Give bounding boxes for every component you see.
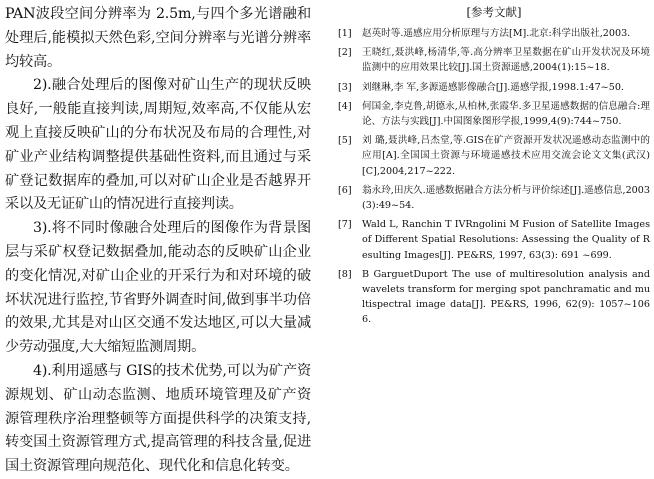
reference-text: 赵英时等.遥感应用分析原理与方法[M].北京:科学出版社,2003. xyxy=(362,28,631,39)
reference-number: [8] xyxy=(338,268,352,280)
reference-number: [3] xyxy=(338,81,352,93)
reference-item xyxy=(338,45,650,75)
reference-number: [5] xyxy=(338,135,352,147)
paragraph-2: 2).融合处理后的图像对矿山生产的现状反映良好,一般能直接判读,周期短,效率高,不仅能从宏观上直接反映矿山的分布状况及布局的合理性,对矿业产业结构调整提供基础性资料,而且通过与采矿登记数据库的叠加,可以对矿山企业是否越界开采以及无证矿山的情况进行直接判读。 xyxy=(5,77,311,213)
reference-item xyxy=(338,133,650,179)
reference-item xyxy=(338,99,650,129)
reference-text: B GarguetDuport The use of multiresolution analysis and wavelets transform for merging spot panchramatic and multispectral image data[J]. PE&RS, 1996, 62(9): 1057~1066. xyxy=(362,268,650,326)
references-column xyxy=(338,4,650,332)
paragraph-1: PAN波段空间分辨率为 2.5m,与四个多光谱融和处理后,能模拟天然色彩,空间分辨率与光谱分辨率均较高。 xyxy=(5,6,311,70)
reference-text: Wald L, Ranchin T IVRngolini M Fusion of Satellite Images of Different Spatial Resolutions: Assessing the Quality of Resulting Images[J]. PE&RS, 1997, 63(3): 691 ~699. xyxy=(362,219,650,261)
reference-number: [2] xyxy=(338,47,352,59)
reference-text: 刘 璐,聂洪峰,吕杰堂,等.GIS在矿产资源开发状况遥感动态监测中的应用[A].全国国土资源与环境遥感技术应用交流会论文文集(武汉)[C],2004,217~222. xyxy=(362,135,650,177)
body-text-column xyxy=(5,3,311,479)
reference-item xyxy=(338,267,650,328)
reference-number: [7] xyxy=(338,219,352,231)
references-heading: [参考文献] xyxy=(466,5,522,19)
reference-item xyxy=(338,80,650,95)
paragraph-4: 4).利用遥感与 GIS的技术优势,可以为矿产资源规划、矿山动态监测、地质环境管理及矿产资源管理秩序治理整顿等方面提供科学的决策支持,转变国土资源管理方式,提高管理的科技含量,促进国土资源管理向规范化、现代化和信息化转变。 xyxy=(5,362,311,475)
reference-number: [6] xyxy=(338,184,352,196)
reference-number: [1] xyxy=(338,28,352,39)
reference-text: 翁永玲,田庆久.遥感数据融合方法分析与评价综述[J].遥感信息,2003(3):49~54. xyxy=(362,184,650,212)
reference-text: 王晓红,聂洪峰,杨清华,等.高分辨率卫星数据在矿山开发状况及环境监测中的应用效果比较[J].国土资源遥感,2004(1):15~18. xyxy=(362,47,650,74)
reference-text: 刘继琳,李 军,多源遥感影像融合[J].遥感学报,1998.1:47~50. xyxy=(362,81,624,93)
reference-item xyxy=(338,183,650,213)
reference-text: 何国金,李克鲁,胡德永,从柏林,张霞华.多卫星遥感数据的信息融合:理论、方法与实践[J].中国图象图形学报,1999,4(9):744~750. xyxy=(362,100,650,128)
reference-number: [4] xyxy=(338,100,352,112)
reference-item xyxy=(338,26,650,41)
reference-item xyxy=(338,217,650,263)
paragraph-3: 3).将不同时像融合处理后的图像作为背景图层与采矿权登记数据叠加,能动态的反映矿山企业的变化情况,对矿山企业的开采行为和对环境的破坏状况进行监控,节省野外调查时间,做到事半功倍的效果,尤其是对山区交通不发达地区,可以大量减少劳动强度,大大缩短监测周期。 xyxy=(5,220,311,356)
